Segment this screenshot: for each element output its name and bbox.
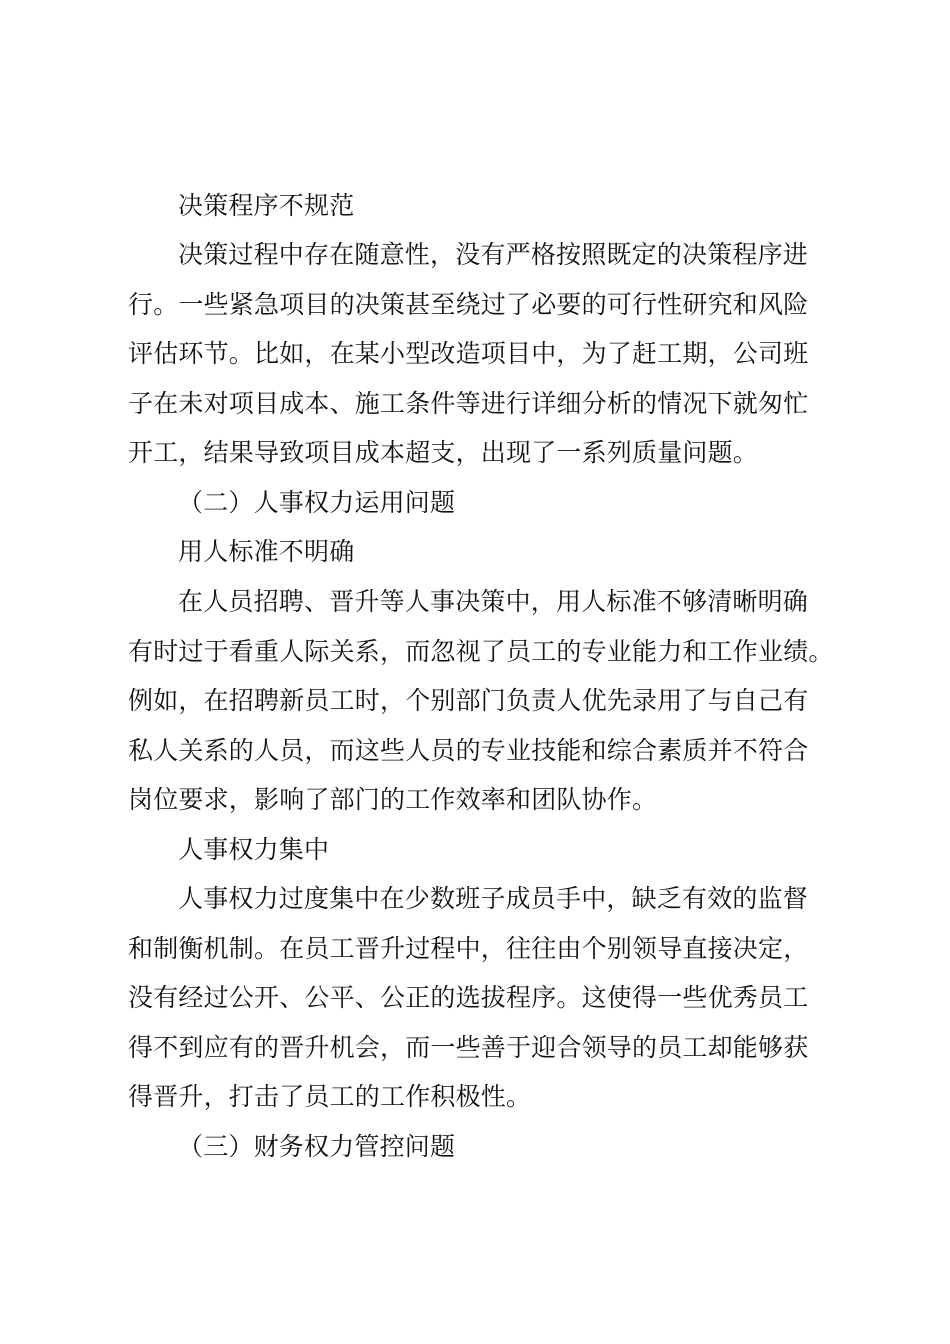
paragraph-line: 私人关系的人员，而这些人员的专业技能和综合素质并不符合 (128, 736, 809, 765)
paragraph-line: 子在未对项目成本、施工条件等进行详细分析的情况下就匆忙 (128, 389, 809, 418)
paragraph-line: 得不到应有的晋升机会，而一些善于迎合领导的员工却能够获 (128, 1033, 809, 1062)
subheading-employment-standards: 用人标准不明确 (178, 537, 355, 566)
paragraph-line: 没有经过公开、公平、公正的选拔程序。这使得一些优秀员工 (128, 983, 809, 1012)
subheading-personnel-concentration: 人事权力集中 (178, 835, 330, 864)
section-heading-financial-power: （三）财务权力管控问题 (178, 1132, 456, 1161)
paragraph-line: 行。一些紧急项目的决策甚至绕过了必要的可行性研究和风险 (128, 290, 809, 319)
paragraph-line: 评估环节。比如，在某小型改造项目中，为了赶工期，公司班 (128, 339, 809, 368)
paragraph-line: 例如，在招聘新员工时，个别部门负责人优先录用了与自己有 (128, 686, 809, 715)
paragraph-line: 岗位要求，影响了部门的工作效率和团队协作。 (128, 785, 658, 814)
section-heading-personnel-power: （二）人事权力运用问题 (178, 488, 456, 517)
paragraph-line: 得晋升，打击了员工的工作积极性。 (128, 1082, 532, 1111)
paragraph-line: 决策过程中存在随意性，没有严格按照既定的决策程序进 (178, 240, 809, 269)
paragraph-line: 和制衡机制。在员工晋升过程中，往往由个别领导直接决定， (128, 934, 809, 963)
subheading-decision-procedure: 决策程序不规范 (178, 191, 355, 220)
paragraph-line: 有时过于看重人际关系，而忽视了员工的专业能力和工作业绩。 (128, 637, 834, 666)
paragraph-line: 人事权力过度集中在少数班子成员手中，缺乏有效的监督 (178, 884, 809, 913)
paragraph-line: 开工，结果导致项目成本超支，出现了一系列质量问题。 (128, 438, 759, 467)
paragraph-line: 在人员招聘、晋升等人事决策中，用人标准不够清晰明确 (178, 587, 809, 616)
